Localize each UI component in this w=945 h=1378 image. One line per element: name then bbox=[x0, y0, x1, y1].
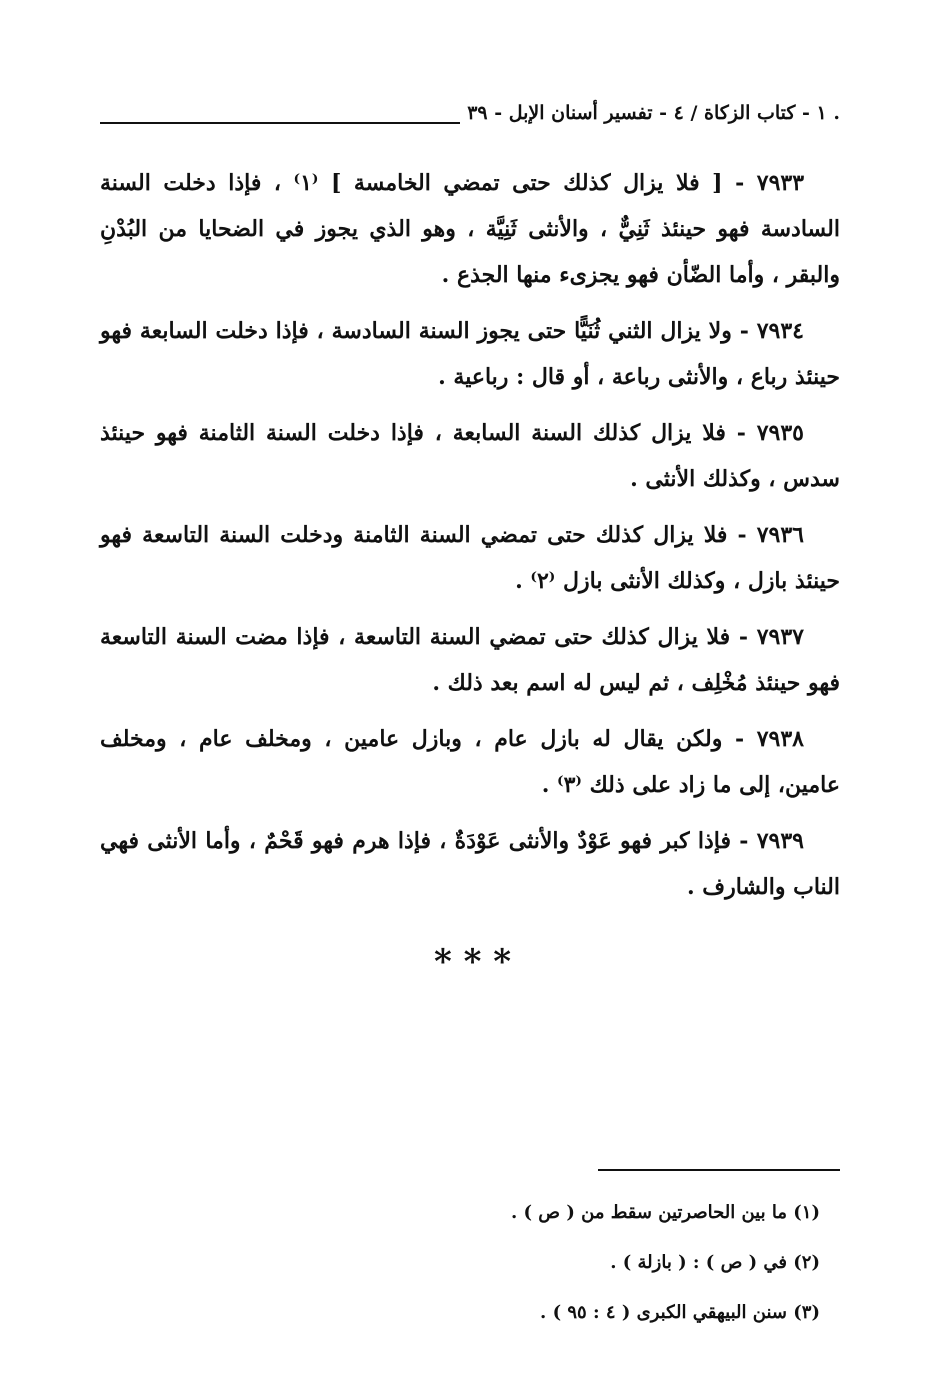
page-header bbox=[100, 100, 840, 140]
paragraph-7934: ٧٩٣٤ - ولا يزال الثني ثُنَيًّا حتى يجوز السنة السادسة ، فإذا دخلت السابعة فهو حينئذ رباع ، والأنثى رباعة ، أو قال : رباعية . bbox=[100, 318, 840, 390]
footnote-3: (٣) سنن البيهقي الكبرى ( ٤ : ٩٥ ) . bbox=[540, 1302, 820, 1323]
paragraph-7939: ٧٩٣٩ - فإذا كبر فهو عَوْدٌ والأنثى عَوْدَةٌ ، فإذا هرم فهو قَحْمٌ ، وأما الأنثى فهي الناب والشارف . bbox=[100, 828, 840, 900]
paragraph-7933: ٧٩٣٣ - [ فلا يزال كذلك حتى تمضي الخامسة ] ⁽١⁾ ، فإذا دخلت السنة السادسة فهو حينئذ ثَنِيٌّ ، والأنثى ثَنِيَّة ، وهو الذي يجوز في الضحايا من البُدْنِ والبقر ، وأما الضّأن فهو يجزىء منها الجذع . bbox=[100, 170, 840, 288]
paragraph-7938: ٧٩٣٨ - ولكن يقال له بازل عام ، وبازل عامين ، ومخلف عام ، ومخلف عامين، إلى ما زاد على ذلك ⁽٣⁾ . bbox=[100, 726, 840, 798]
header-rule bbox=[100, 122, 460, 124]
running-title: . ١ - كتاب الزكاة / ٤ - تفسير أسنان الإبل - ٣٩ bbox=[467, 102, 840, 124]
footnote-2: (٢) في ( ص ) : ( بازلة ) . bbox=[610, 1252, 820, 1273]
footnotes bbox=[100, 1198, 820, 1348]
paragraph-7937: ٧٩٣٧ - فلا يزال كذلك حتى تمضي السنة التاسعة ، فإذا مضت السنة التاسعة فهو حينئذ مُخْلِف ، ثم ليس له اسم بعد ذلك . bbox=[100, 624, 840, 696]
footnote-1: (١) ما بين الحاصرتين سقط من ( ص ) . bbox=[510, 1202, 820, 1223]
paragraph-7935: ٧٩٣٥ - فلا يزال كذلك السنة السابعة ، فإذا دخلت السنة الثامنة فهو حينئذ سدس ، وكذلك الأنثى . bbox=[100, 420, 840, 492]
footnote-rule bbox=[598, 1169, 840, 1171]
main-text bbox=[100, 160, 840, 920]
paragraph-7936: ٧٩٣٦ - فلا يزال كذلك حتى تمضي السنة الثامنة ودخلت السنة التاسعة فهو حينئذ بازل ، وكذلك الأنثى بازل ⁽٢⁾ . bbox=[100, 522, 840, 594]
section-separator: * * * bbox=[433, 942, 511, 982]
